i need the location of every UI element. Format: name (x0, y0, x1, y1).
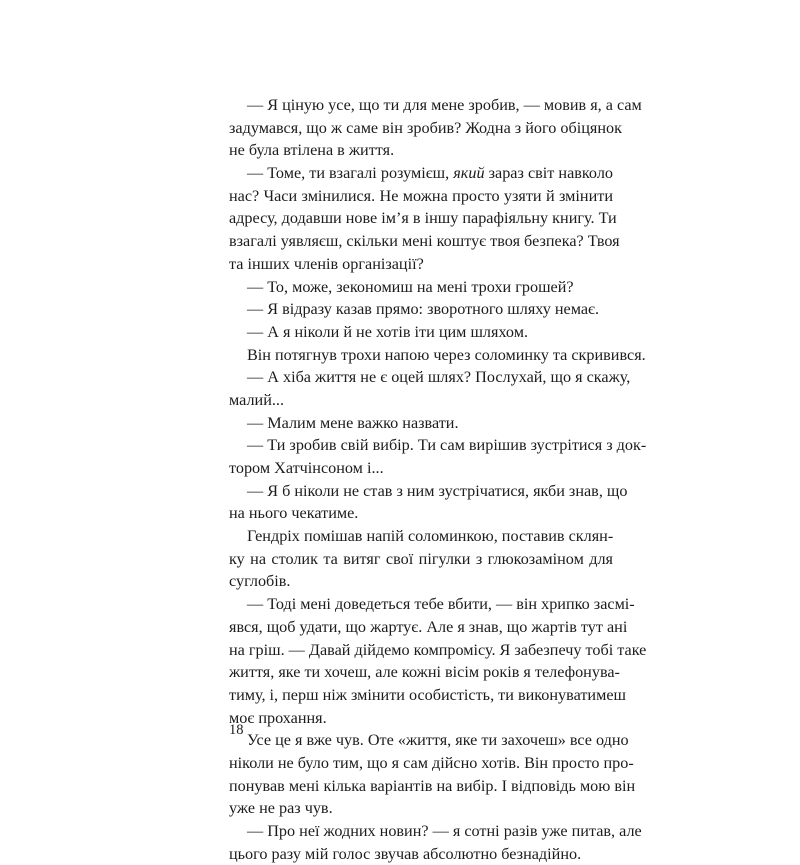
text-line: Гендріх помішав напій соломинкою, поставив склян- (247, 527, 614, 546)
text-line: не була втілена в життя. (229, 141, 395, 160)
text-line: нас? Часи змінилися. Не можна просто узяти й змінити (229, 186, 613, 205)
text-line: Усе це я вже чув. Оте «життя, яке ти захочеш» все одно (247, 731, 629, 750)
text-line (229, 162, 613, 185)
text-line: — Тоді мені доведеться тебе вбити, — він хрипко засмі- (247, 595, 635, 614)
text-line: — Я б ніколи не став з ним зустрічатися, якби знав, що (247, 481, 628, 500)
text-line: життя, яке ти хочеш, але кожні вісім років я телефонува- (229, 663, 620, 682)
text-line: на гріш. — Давай дійдемо компромісу. Я забезпечу тобі таке (229, 640, 647, 659)
text-line: на нього чекатиме. (229, 504, 359, 523)
text-line: — Ти зробив свій вибір. Ти сам вирішив зустрітися з док- (247, 436, 647, 455)
text-line: адресу, додавши нове ім’я в іншу парафіяльну книгу. Ти (229, 209, 617, 228)
text-line: задумався, що ж саме він зробив? Жодна з його обіцянок (229, 118, 622, 137)
text-fragment: — Томе, ти взагалі розумієш, (247, 164, 454, 183)
text-line: та інших членів організації? (229, 254, 424, 273)
text-line: — А я ніколи й не хотів іти цим шляхом. (247, 322, 528, 341)
text-line: ку на столик та витяг свої пігулки з глюкозаміном для (229, 549, 613, 568)
text-line: малий... (229, 390, 285, 409)
text-line: — Я відразу казав прямо: зворотного шляху немає. (247, 300, 600, 319)
text-line: явся, щоб удати, що жартує. Але я знав, що жартів тут ані (229, 617, 628, 636)
text-line: — Про неї жодних новин? — я сотні разів уже питав, але (247, 822, 642, 840)
page-number: 18 (229, 722, 244, 738)
text-line: — А хіба життя не є оцей шлях? Послухай, що я скажу, (247, 368, 631, 387)
text-line: — Малим мене важко назвати. (247, 413, 459, 432)
text-line: — Я ціную усе, що ти для мене зробив, — мовив я, а сам (247, 96, 642, 114)
text-line: тиму, і, перш ніж змінити особистість, ти виконуватимеш (229, 685, 626, 704)
text-line: цього разу мій голос звучав абсолютно безнадійно. (229, 844, 582, 863)
text-line: тором Хатчінсоном і... (229, 459, 384, 477)
text-line: уже не раз чув. (229, 799, 333, 818)
body-text (229, 94, 647, 865)
text-line: понував мені кілька варіантів на вибір. І відповідь мою він (229, 776, 636, 795)
text-line: суглобів. (229, 572, 291, 591)
text-line: моє прохання. (229, 708, 327, 727)
text-line: — То, може, зекономиш на мені трохи грошей? (247, 277, 574, 296)
text-line: Він потягнув трохи напою через соломинку та скривився. (247, 345, 646, 364)
italic-word: який (453, 164, 485, 183)
text-line: ніколи не було тим, що я сам дійсно хотів. Він просто про- (229, 753, 634, 772)
text-line: взагалі уявляєш, скільки мені коштує твоя безпека? Твоя (229, 232, 620, 251)
text-fragment: зараз світ навколо (484, 164, 613, 183)
